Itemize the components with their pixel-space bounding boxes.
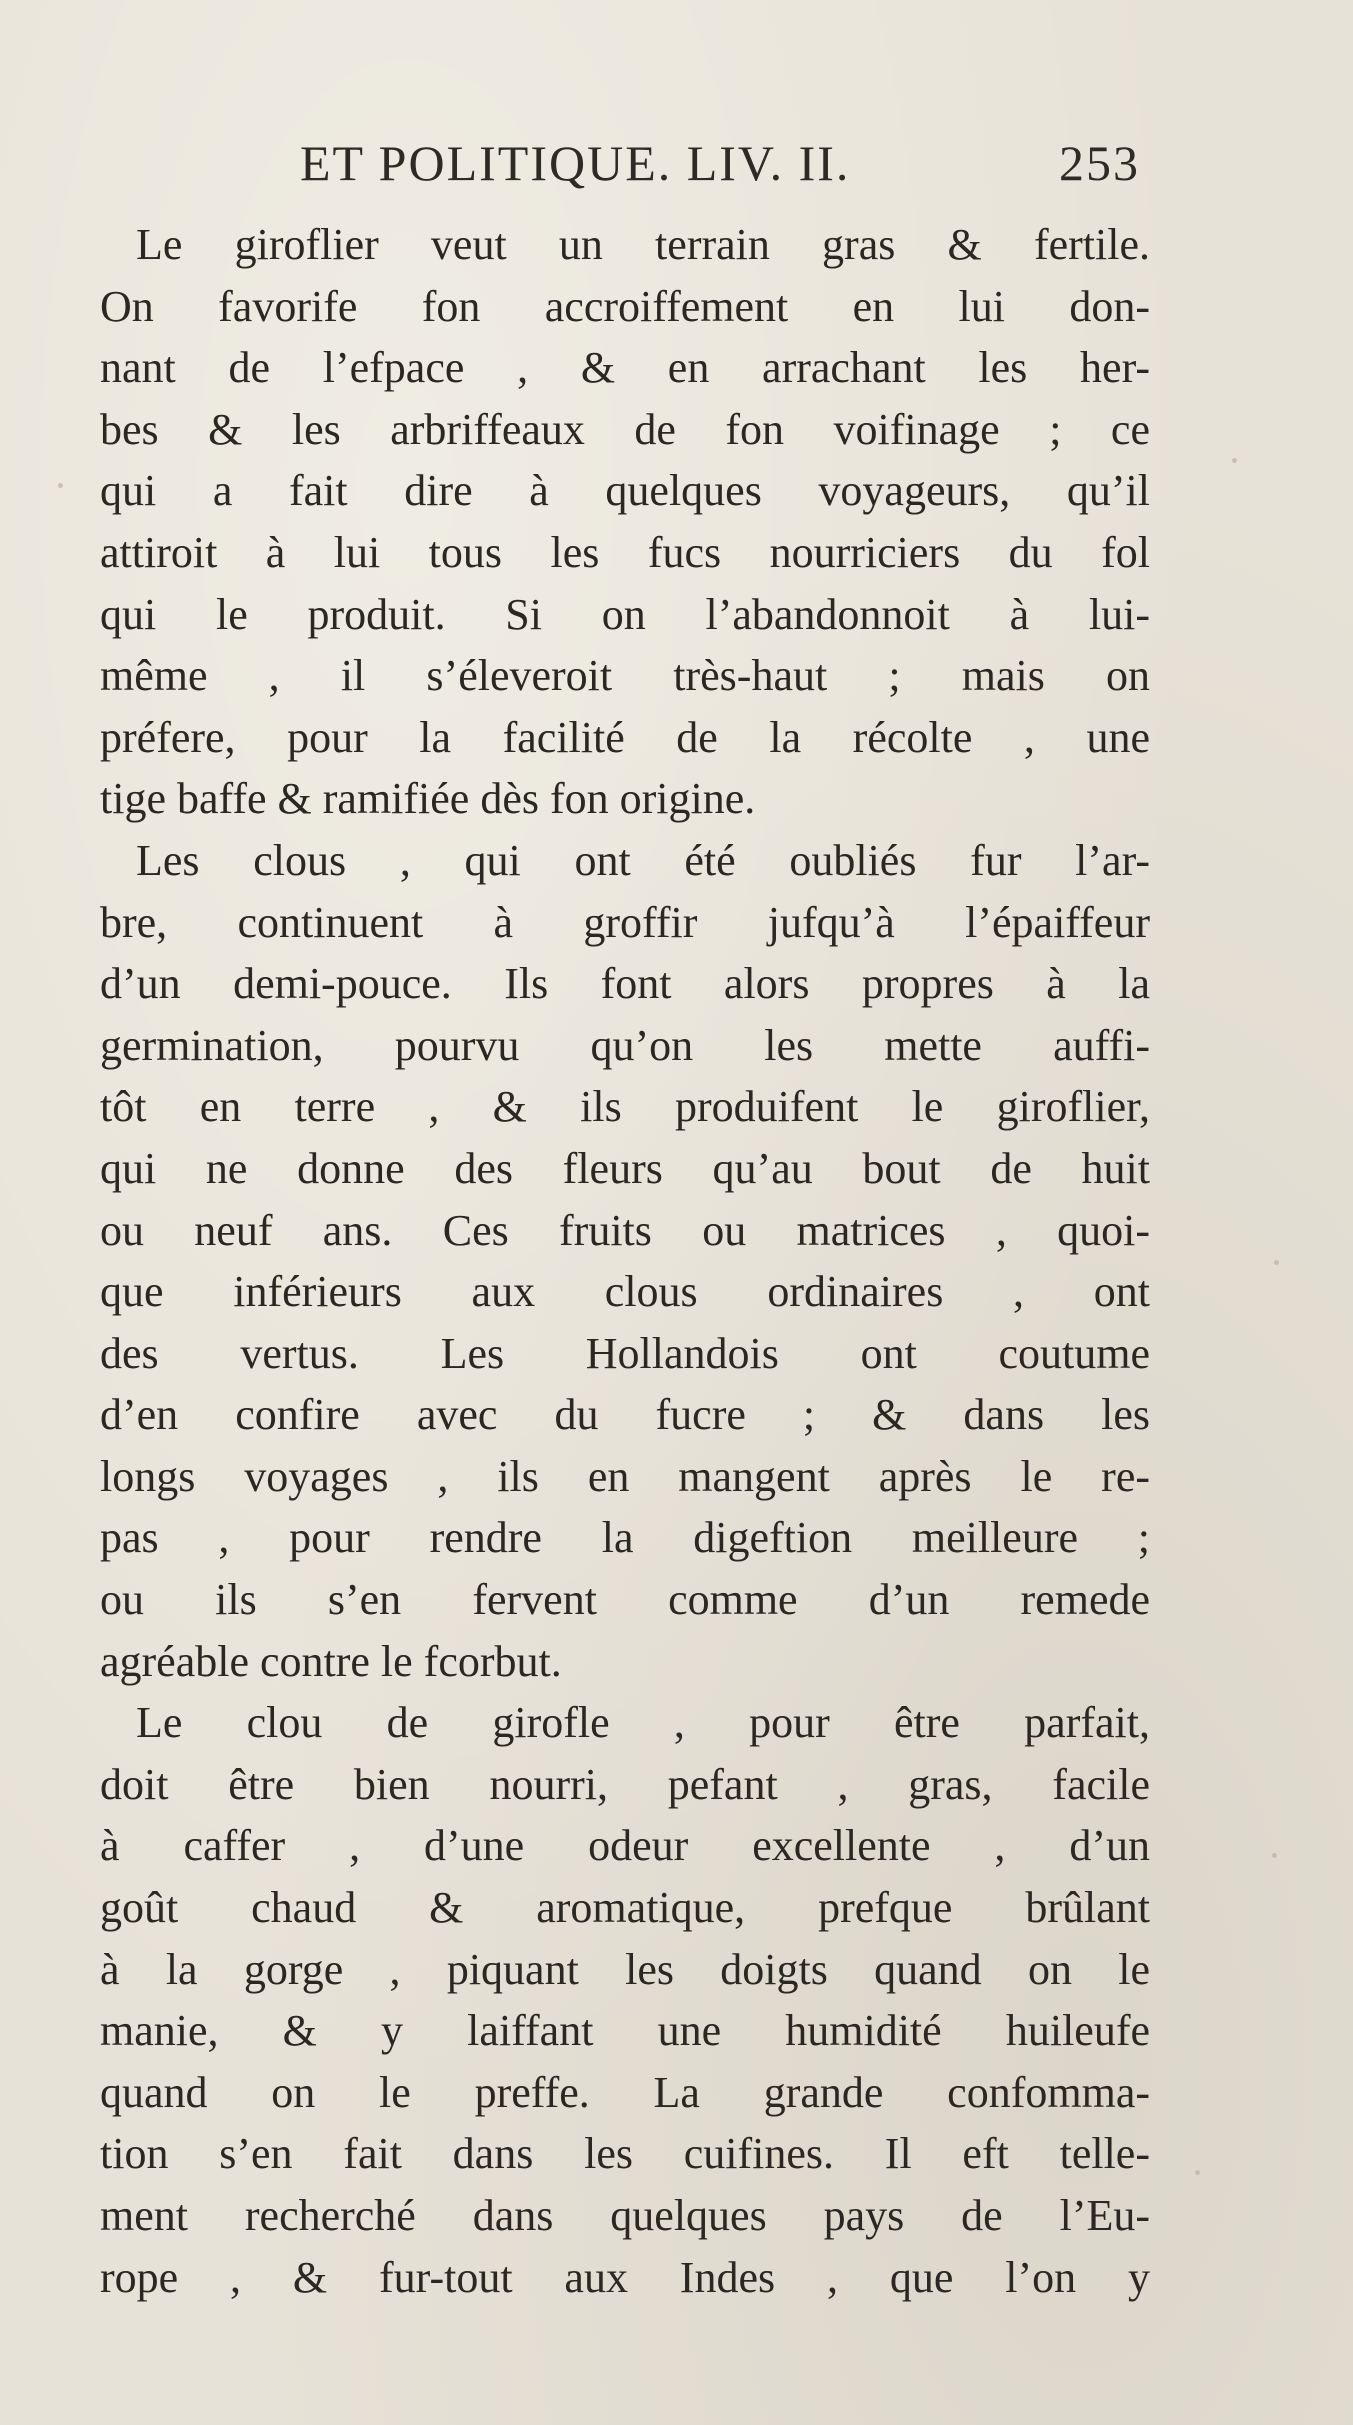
paper-speck <box>1195 2170 1200 2175</box>
text-line: doit être bien nourri, pefant , gras, facile <box>100 1759 1150 1809</box>
text-line: à la gorge , piquant les doigts quand on le <box>100 1944 1150 1994</box>
text-line: On favorife fon accroiffement en lui don- <box>100 281 1150 331</box>
text-line: germination, pourvu qu’on les mette auffi- <box>100 1020 1150 1070</box>
text-line: même , il s’éleveroit très-haut ; mais on <box>100 651 1150 701</box>
text-line: nant de l’efpace , & en arrachant les her- <box>100 343 1150 393</box>
text-line: qui le produit. Si on l’abandonnoit à lui- <box>100 589 1150 639</box>
text-line: quand on le preffe. La grande confomma- <box>100 2067 1150 2117</box>
text-line: attiroit à lui tous les fucs nourriciers du fol <box>100 527 1150 577</box>
text-line: ment recherché dans quelques pays de l’Eu- <box>100 2191 1150 2240</box>
paper-speck <box>1274 1260 1279 1265</box>
text-line: d’en confire avec du fucre ; & dans les <box>100 1390 1150 1440</box>
text-line: à caffer , d’une odeur excellente , d’un <box>100 1821 1150 1871</box>
page-number: 253 <box>1059 135 1140 191</box>
text-line: qui ne donne des fleurs qu’au bout de huit <box>100 1143 1150 1193</box>
text-line: Le giroflier veut un terrain gras & fertile. <box>136 220 1150 269</box>
paper-speck <box>1272 1853 1277 1858</box>
text-line: tige baffe & ramifiée dès fon origine. <box>100 774 756 824</box>
running-head: ET POLITIQUE. LIV. II. <box>300 135 851 191</box>
text-line: manie, & y laiffant une humidité huileufe <box>100 2006 1150 2056</box>
text-line: qui a fait dire à quelques voyageurs, qu’il <box>100 466 1150 516</box>
text-line: tôt en terre , & ils produifent le giroflier, <box>100 1082 1150 1132</box>
text-line: des vertus. Les Hollandois ont coutume <box>100 1328 1150 1378</box>
paper-speck <box>1232 458 1237 463</box>
text-line: longs voyages , ils en mangent après le re- <box>100 1451 1150 1501</box>
text-line: rope , & fur-tout aux Indes , que l’on y <box>100 2252 1150 2302</box>
text-line: Le clou de girofle , pour être parfait, <box>136 1698 1150 1748</box>
text-line: bre, continuent à groffir jufqu’à l’épaiffeur <box>100 897 1150 947</box>
text-line: pas , pour rendre la digeftion meilleure ; <box>100 1513 1150 1563</box>
page-header <box>300 134 1140 204</box>
text-line: bes & les arbriffeaux de fon voifinage ; ce <box>100 404 1150 454</box>
text-line: tion s’en fait dans les cuifines. Il eft telle- <box>100 2129 1150 2179</box>
text-line: que inférieurs aux clous ordinaires , ont <box>100 1267 1150 1317</box>
text-line: d’un demi-pouce. Ils font alors propres à la <box>100 959 1150 1009</box>
text-line: préfere, pour la facilité de la récolte , une <box>100 712 1150 762</box>
text-line: ou ils s’en fervent comme d’un remede <box>100 1575 1150 1625</box>
body-text <box>100 214 1150 2308</box>
text-line: ou neuf ans. Ces fruits ou matrices , quoi- <box>100 1205 1150 1255</box>
text-line: agréable contre le fcorbut. <box>100 1636 562 1686</box>
paper-speck <box>58 483 63 488</box>
text-line: Les clous , qui ont été oubliés fur l’ar- <box>136 835 1150 885</box>
text-line: goût chaud & aromatique, prefque brûlant <box>100 1883 1150 1933</box>
